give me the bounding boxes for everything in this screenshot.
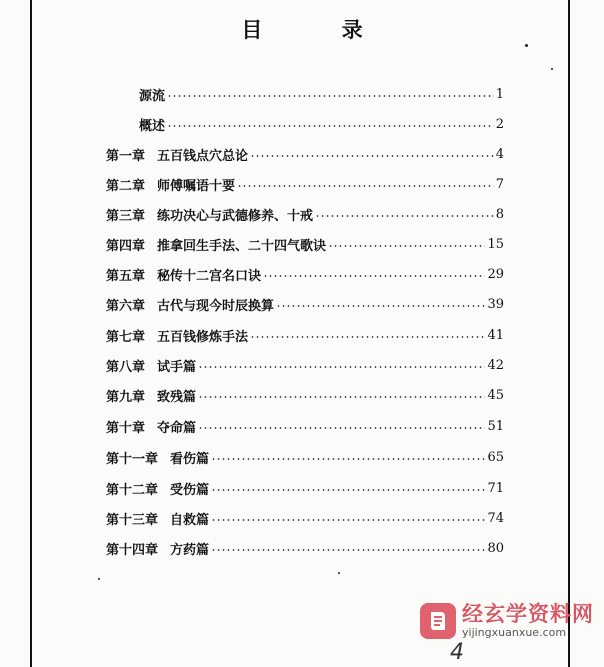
toc-page-number: 41 — [487, 327, 504, 343]
watermark-site-name: 经玄学资料网 — [462, 602, 594, 626]
scan-speck — [98, 578, 100, 580]
toc-page-number: 8 — [495, 206, 504, 222]
toc-chapter-row — [106, 447, 504, 467]
toc-chapter-row — [106, 538, 504, 558]
chapter-number: 第一章 — [106, 148, 146, 164]
chapter-title: 受伤篇 — [170, 482, 210, 498]
chapter-title: 夺命篇 — [157, 420, 197, 436]
toc-page-number: 45 — [487, 387, 504, 403]
dot-leader — [250, 336, 485, 338]
toc-entry-name: 概述 — [139, 118, 166, 134]
dot-leader — [211, 519, 485, 521]
site-watermark — [420, 598, 600, 644]
chapter-title: 看伤篇 — [170, 451, 210, 467]
dot-leader — [276, 305, 485, 307]
dot-leader — [263, 275, 485, 277]
chapter-number: 第二章 — [106, 178, 146, 194]
chapter-number: 第十三章 — [106, 512, 159, 528]
handwritten-mark: 4 — [450, 640, 464, 665]
toc-page-number: 71 — [487, 480, 504, 496]
dot-leader — [198, 366, 485, 368]
chapter-number: 第十一章 — [106, 451, 159, 467]
chapter-number: 第五章 — [106, 268, 146, 284]
chapter-title: 试手篇 — [157, 359, 197, 375]
chapter-title: 五百钱修炼手法 — [157, 329, 249, 345]
toc-chapter-row — [106, 478, 504, 498]
chapter-title: 秘传十二宫名口诀 — [157, 268, 262, 284]
chapter-title: 五百钱点穴总论 — [157, 148, 249, 164]
dot-leader — [328, 245, 485, 247]
toc-chapter-row — [106, 144, 504, 164]
dot-leader — [198, 396, 485, 398]
chapter-number: 第十四章 — [106, 542, 159, 558]
dot-leader — [167, 125, 494, 127]
toc-chapter-row — [106, 204, 504, 224]
dot-leader — [250, 155, 494, 157]
dot-leader — [315, 215, 494, 217]
dot-leader — [211, 489, 485, 491]
toc-chapter-row — [106, 416, 504, 436]
toc-chapter-row — [106, 385, 504, 405]
scan-speck — [338, 572, 340, 574]
toc-page-number: 74 — [487, 510, 504, 526]
chapter-number: 第七章 — [106, 329, 146, 345]
page-title: 目 录 — [241, 17, 399, 42]
toc-entry-name: 源流 — [139, 88, 166, 104]
toc-page-number: 4 — [495, 146, 504, 162]
chapter-title: 练功决心与武德修养、十戒 — [157, 208, 314, 224]
toc-chapter-row — [106, 508, 504, 528]
watermark-url: yijingxuanxue.com — [462, 626, 567, 639]
toc-preface-row — [139, 84, 504, 104]
toc-chapter-row — [106, 234, 504, 254]
chapter-title: 古代与现今时辰换算 — [157, 298, 275, 314]
dot-leader — [211, 549, 485, 551]
scan-speck — [551, 68, 553, 70]
chapter-number: 第四章 — [106, 238, 146, 254]
chapter-number: 第十章 — [106, 420, 146, 436]
toc-page-number: 2 — [495, 116, 504, 132]
dot-leader — [167, 95, 494, 97]
toc-page-number: 39 — [487, 296, 504, 312]
chapter-number: 第九章 — [106, 389, 146, 405]
book-logo-icon — [420, 603, 456, 639]
toc-page-number: 42 — [487, 357, 504, 373]
chapter-number: 第十二章 — [106, 482, 159, 498]
toc-page-number: 80 — [487, 540, 504, 556]
toc-chapter-row — [106, 294, 504, 314]
toc-page-number: 65 — [487, 449, 504, 465]
toc-page-number: 29 — [487, 266, 504, 282]
chapter-title: 自救篇 — [170, 512, 210, 528]
toc-chapter-row — [106, 264, 504, 284]
toc-page-number: 15 — [487, 236, 504, 252]
toc-chapter-row — [106, 355, 504, 375]
chapter-title: 方药篇 — [170, 542, 210, 558]
chapter-title: 推拿回生手法、二十四气歌诀 — [157, 238, 327, 254]
toc-page-number: 7 — [495, 176, 504, 192]
dot-leader — [198, 427, 485, 429]
chapter-number: 第八章 — [106, 359, 146, 375]
toc-chapter-row — [106, 325, 504, 345]
chapter-title: 致残篇 — [157, 389, 197, 405]
dot-leader — [237, 185, 494, 187]
chapter-number: 第六章 — [106, 298, 146, 314]
toc-chapter-row — [106, 174, 504, 194]
dot-leader — [211, 458, 485, 460]
toc-page-number: 1 — [495, 86, 504, 102]
chapter-number: 第三章 — [106, 208, 146, 224]
toc-preface-row — [139, 114, 504, 134]
scan-speck — [525, 44, 528, 47]
chapter-title: 师傅嘱语十要 — [157, 178, 236, 194]
toc-page-number: 51 — [487, 418, 504, 434]
